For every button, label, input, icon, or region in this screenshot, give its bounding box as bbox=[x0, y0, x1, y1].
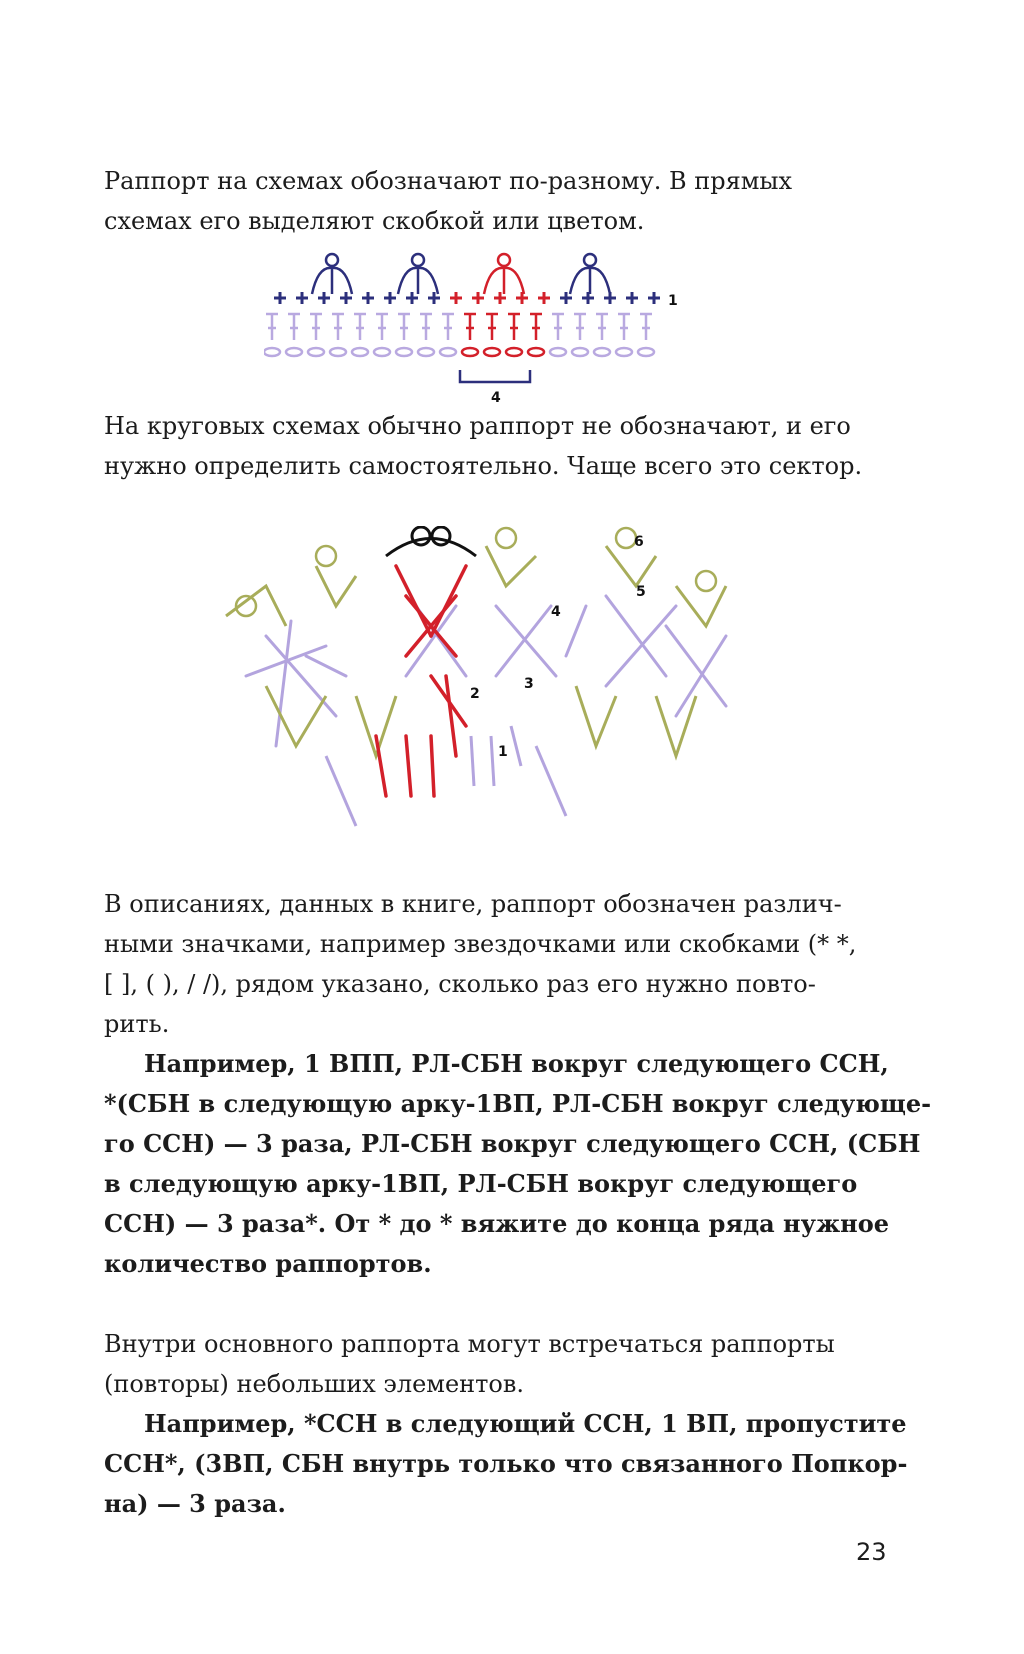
text-line: Например, 1 ВПП, РЛ-СБН вокруг следующего ССН, bbox=[144, 1049, 889, 1078]
row-label-6: 6 bbox=[634, 534, 644, 550]
text-line: *(СБН в следующую арку-1ВП, РЛ-СБН вокруг следующе- bbox=[104, 1089, 932, 1118]
row-1-2-3-stitches bbox=[326, 726, 566, 826]
text-line: На круговых схемах обычно раппорт не обозначают, и его bbox=[104, 412, 851, 440]
repeat-label: 4 bbox=[491, 390, 501, 406]
repeat-bracket bbox=[460, 370, 530, 382]
text-line: Например, *ССН в следующий ССН, 1 ВП, пропустите bbox=[144, 1409, 907, 1438]
row-4-lilac-arches bbox=[246, 596, 726, 746]
black-top-loops bbox=[386, 527, 476, 556]
row-5-6-olive-groups bbox=[226, 546, 726, 756]
text-line: [ ], ( ), / /), рядом указано, сколько раз его нужно повто- bbox=[104, 970, 816, 998]
row-label-1: 1 bbox=[498, 744, 508, 760]
paragraph-1 bbox=[104, 161, 894, 241]
text-line: количество раппортов. bbox=[104, 1249, 432, 1278]
text-line: Внутри основного раппорта могут встречаться раппорты bbox=[104, 1330, 835, 1358]
text-line: В описаниях, данных в книге, раппорт обозначен различ- bbox=[104, 890, 842, 918]
paragraph-5 bbox=[104, 1324, 894, 1404]
base-stitch-row bbox=[266, 314, 652, 340]
text-line: ными значками, например звездочками или скобками (* *, bbox=[104, 930, 857, 958]
text-line: ССН*, (3ВП, СБН внутрь только что связанного Попкор- bbox=[104, 1449, 908, 1478]
circular-scheme-diagram bbox=[206, 526, 796, 868]
row-1-stitches bbox=[274, 254, 660, 304]
paragraph-6-example bbox=[104, 1404, 908, 1524]
paragraph-3 bbox=[104, 884, 894, 1044]
text-line: схемах его выделяют скобкой или цветом. bbox=[104, 207, 645, 235]
row-label-2: 2 bbox=[470, 686, 480, 702]
text-line: рить. bbox=[104, 1010, 170, 1038]
text-line: в следующую арку-1ВП, РЛ-СБН вокруг следующего bbox=[104, 1169, 858, 1198]
row-label-4: 4 bbox=[551, 604, 561, 620]
text-line: нужно определить самостоятельно. Чаще всего это сектор. bbox=[104, 452, 863, 480]
text-line: го ССН) — 3 раза, РЛ-СБН вокруг следующего ССН, (СБН bbox=[104, 1129, 921, 1158]
paragraph-2 bbox=[104, 406, 894, 486]
text-line: на) — 3 раза. bbox=[104, 1489, 286, 1518]
text-line: Раппорт на схемах обозначают по-разному. В прямых bbox=[104, 167, 793, 195]
straight-scheme-diagram bbox=[264, 252, 734, 416]
row-label: 1 bbox=[668, 293, 678, 309]
red-repeat-sector bbox=[376, 566, 466, 796]
chain-row bbox=[264, 348, 654, 356]
row-label-5: 5 bbox=[636, 584, 646, 600]
row-label-3: 3 bbox=[524, 676, 534, 692]
text-line: (повторы) небольших элементов. bbox=[104, 1370, 525, 1398]
paragraph-4-example bbox=[104, 1044, 932, 1284]
text-line: ССН) — 3 раза*. От * до * вяжите до конца ряда нужное bbox=[104, 1209, 890, 1238]
page-number: 23 bbox=[856, 1538, 887, 1566]
